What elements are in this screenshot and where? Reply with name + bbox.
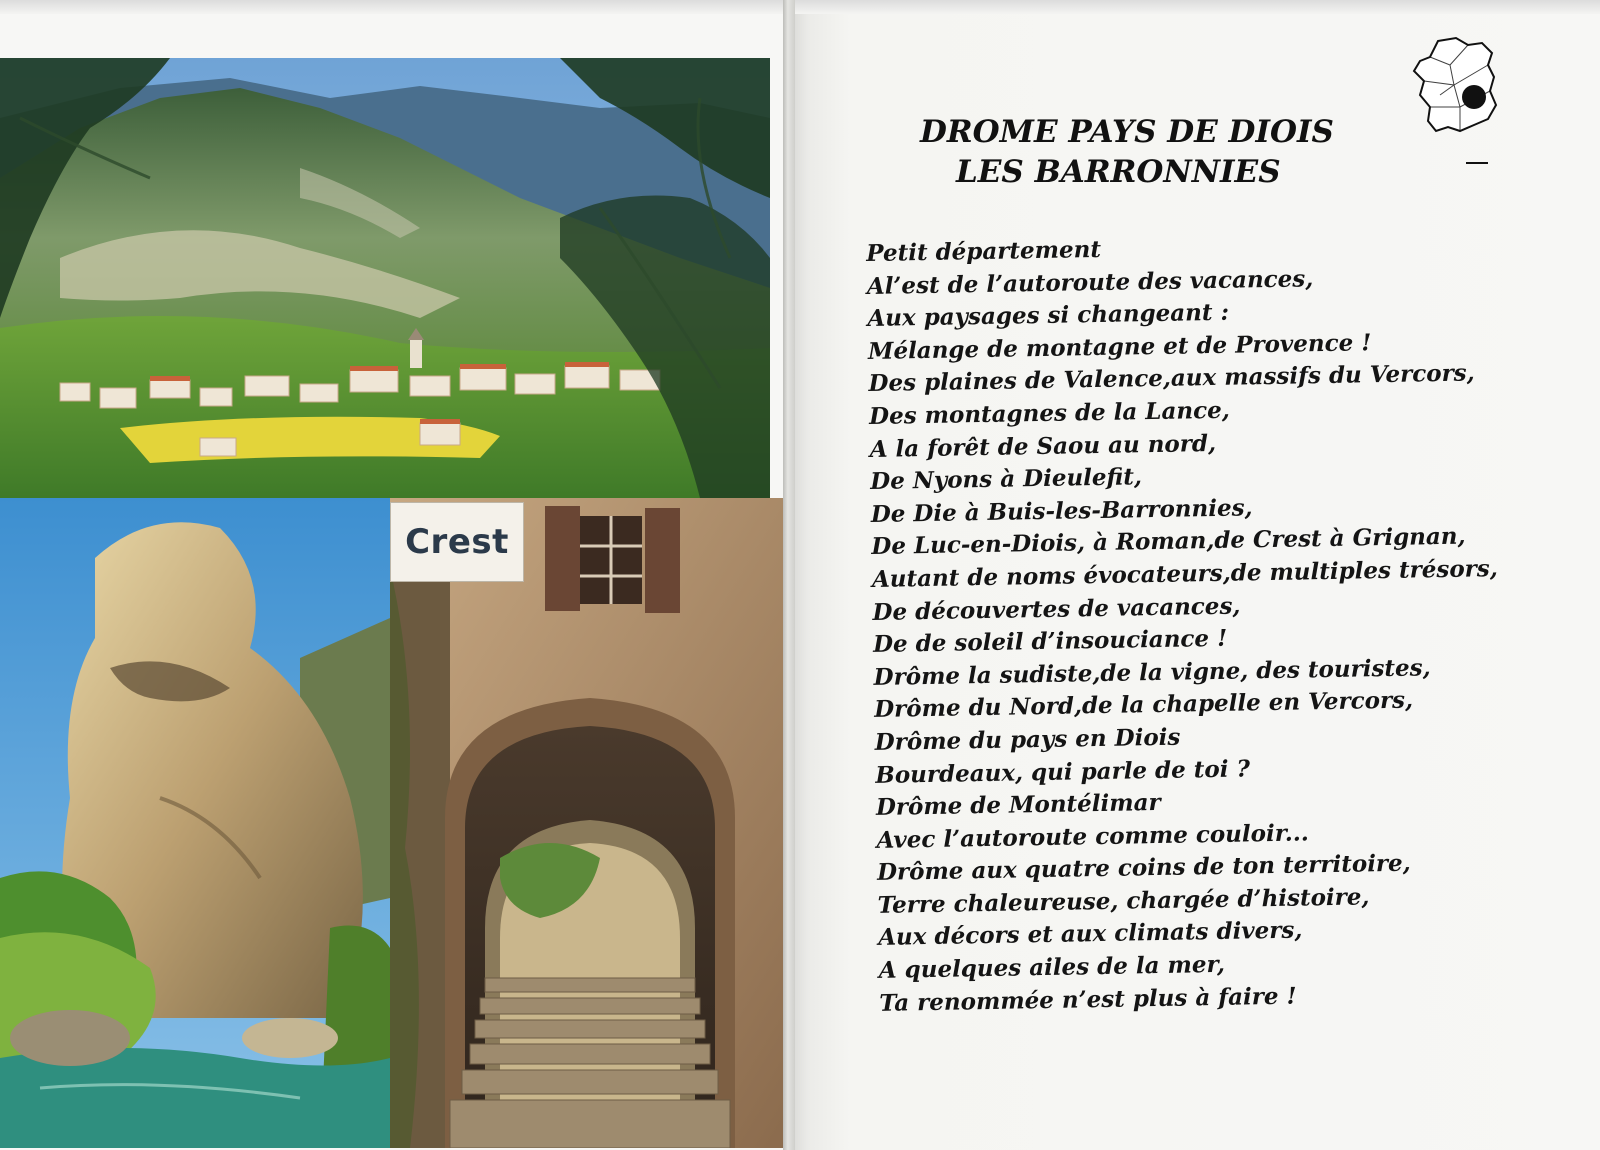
map-dash-mark: [1466, 162, 1488, 164]
poem-line: Drôme du pays en Diois: [874, 723, 1181, 756]
poem-line: Petit département: [866, 235, 1102, 267]
poem-line: Autant de noms évocateurs,de multiples trésors,: [871, 554, 1498, 593]
poem-line: Des plaines de Valence,aux massifs du Vercors,: [868, 359, 1475, 398]
poem-line: Drôme de Montélimar: [875, 789, 1161, 822]
poem-line: De Die à Buis-les-Barronnies,: [870, 494, 1253, 528]
page-top-edge: [0, 0, 1600, 14]
poem-line: Aux décors et aux climats divers,: [877, 916, 1303, 952]
poem-line: De de soleil d’insouciance !: [872, 624, 1228, 659]
poem-line: Al’est de l’autoroute des vacances,: [866, 264, 1314, 300]
poem-line: A quelques ailes de la mer,: [878, 950, 1226, 984]
title-line-2: LES BARRONNIES: [956, 154, 1281, 190]
poem-title: [920, 112, 1440, 192]
poem-line: De Luc-en-Diois, à Roman,de Crest à Grignan,: [871, 522, 1466, 561]
poem-line: Aux paysages si changeant :: [867, 298, 1230, 333]
poem-body: [866, 225, 1600, 1020]
poem-line: Mélange de montagne et de Provence !: [867, 328, 1372, 365]
poem-line: Bourdeaux, qui parle de toi ?: [875, 754, 1251, 789]
poem-line: De découvertes de vacances,: [872, 592, 1241, 626]
book-spine: [783, 0, 795, 1150]
crest-caption-label: Crest: [390, 502, 524, 582]
poem-line: Avec l’autoroute comme couloir...: [876, 819, 1309, 854]
title-line-1: DROME PAYS DE DIOIS: [920, 114, 1334, 150]
valley-village-photo: [0, 58, 770, 498]
stone-archway-photo: [390, 498, 785, 1148]
poem-line: Drôme du Nord,de la chapelle en Vercors,: [873, 686, 1414, 724]
poem-line: Drôme aux quatre coins de ton territoire,: [876, 849, 1411, 887]
poem-line: Ta renommée n’est plus à faire !: [879, 982, 1297, 1017]
poem-line: Des montagnes de la Lance,: [868, 396, 1230, 430]
poem-line: Drôme la sudiste,de la vigne, des touristes,: [873, 653, 1431, 691]
poem-line: De Nyons à Dieulefit,: [870, 463, 1143, 496]
poem-line: A la forêt de Saou au nord,: [869, 429, 1217, 463]
poem-line: Terre chaleureuse, chargée d’histoire,: [877, 883, 1370, 919]
rock-cliff-photo: [0, 498, 390, 1148]
